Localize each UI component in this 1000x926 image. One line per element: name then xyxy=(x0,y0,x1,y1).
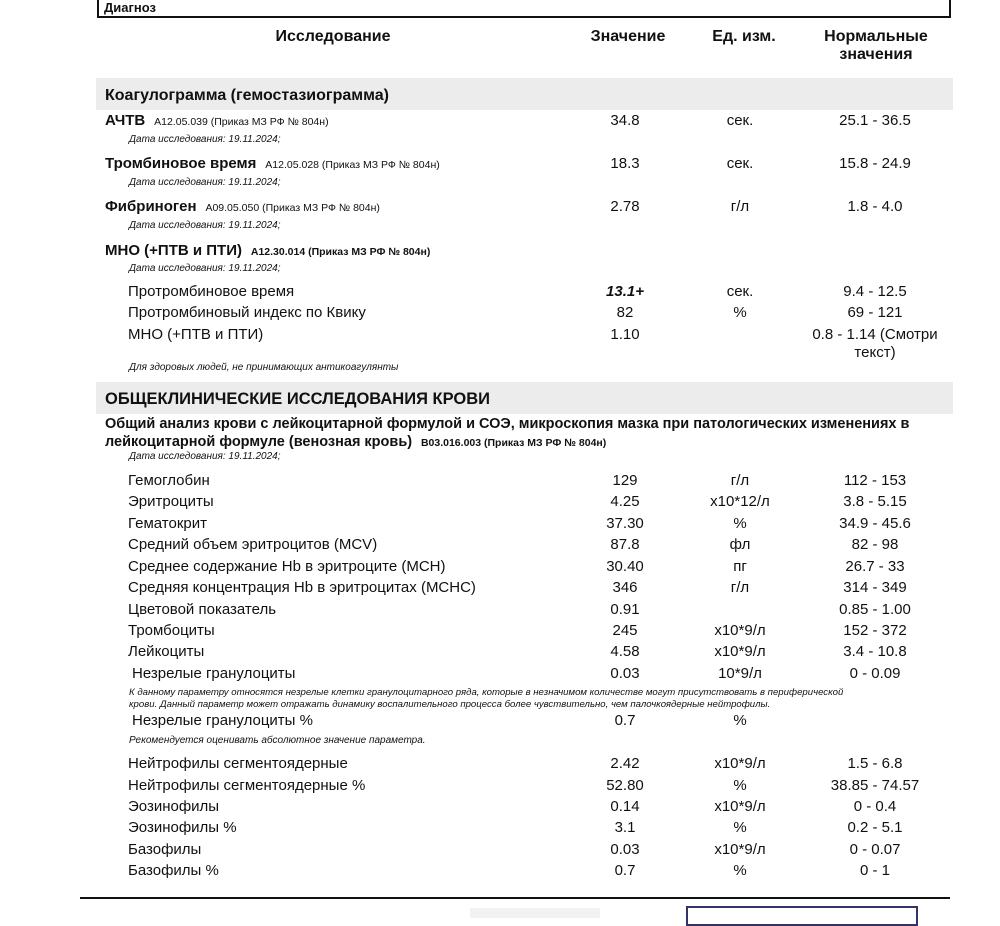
test-code: A12.05.028 (Приказ МЗ РФ № 804н) xyxy=(265,159,440,171)
result-value: 346 xyxy=(612,579,638,596)
result-unit: % xyxy=(733,515,747,532)
test-date: Дата исследования: 19.11.2024; xyxy=(129,451,281,462)
result-unit: сек. xyxy=(726,283,754,300)
mno-note: Для здоровых людей, не принимающих антикоагулянты xyxy=(129,362,399,373)
result-range: 69 - 121 xyxy=(847,304,903,321)
result-row xyxy=(0,155,1000,173)
result-value: 129 xyxy=(612,472,638,489)
result-row xyxy=(0,755,1000,773)
result-row xyxy=(0,558,1000,576)
result-value: 4.58 xyxy=(610,643,640,660)
test-date: Дата исследования: 19.11.2024; xyxy=(129,177,281,188)
result-range: 314 - 349 xyxy=(843,579,907,596)
footer-faded-element xyxy=(470,908,600,918)
ig-note-line1: К данному параметру относятся незрелые клетки гранулоцитарного ряда, которые в незначимом количестве могут присутствовать в периферической xyxy=(129,687,844,698)
result-name: Лейкоциты xyxy=(128,643,205,660)
result-range: 1.5 - 6.8 xyxy=(847,755,903,772)
result-row xyxy=(0,643,1000,661)
header-unit: Ед. изм. xyxy=(712,28,776,45)
result-row xyxy=(0,798,1000,816)
result-range: 0.2 - 5.1 xyxy=(847,819,903,836)
result-row xyxy=(0,862,1000,880)
result-name: Протромбиновое время xyxy=(128,283,295,300)
result-name: Среднее содержание Hb в эритроците (MCH) xyxy=(128,558,446,575)
result-unit: x10*9/л xyxy=(714,622,766,639)
result-row xyxy=(0,622,1000,640)
test-name: Фибриноген xyxy=(105,198,197,215)
diagnosis-box xyxy=(97,0,951,18)
result-row xyxy=(0,601,1000,619)
result-name: Средняя концентрация Hb в эритроцитах (MCHC) xyxy=(128,579,476,596)
result-row xyxy=(0,472,1000,490)
result-range: 38.85 - 74.57 xyxy=(830,777,920,794)
result-value: 0.14 xyxy=(610,798,640,815)
result-unit: x10*9/л xyxy=(714,841,766,858)
result-value: 0.03 xyxy=(610,841,640,858)
result-range xyxy=(790,326,960,362)
result-range: 152 - 372 xyxy=(843,622,907,639)
result-value: 52.80 xyxy=(606,777,644,794)
result-range: 112 - 153 xyxy=(843,472,907,489)
result-range: 0 - 0.4 xyxy=(853,798,897,815)
blood-test-title-line1: Общий анализ крови с лейкоцитарной формулой и СОЭ, микроскопия мазка при патологических изменениях в xyxy=(105,416,910,432)
result-unit: % xyxy=(733,304,747,321)
result-name: Базофилы xyxy=(128,841,202,858)
result-unit: % xyxy=(733,712,747,729)
blood-test-title-line2 xyxy=(105,433,606,451)
result-value: 245 xyxy=(612,622,638,639)
result-name: Нейтрофилы сегментоядерные xyxy=(128,755,348,772)
result-unit: пг xyxy=(733,558,747,575)
result-name: Гематокрит xyxy=(128,515,207,532)
result-row xyxy=(0,112,1000,130)
result-range: 25.1 - 36.5 xyxy=(839,112,911,129)
test-code: B03.016.003 (Приказ МЗ РФ № 804н) xyxy=(420,437,607,449)
ig-pct-note: Рекомендуется оценивать абсолютное значение параметра. xyxy=(129,735,426,746)
result-unit: фл xyxy=(729,536,751,553)
result-name: Эритроциты xyxy=(128,493,214,510)
result-value: 0.7 xyxy=(614,862,636,879)
result-row xyxy=(0,283,1000,301)
result-range: 26.7 - 33 xyxy=(845,558,905,575)
result-row xyxy=(0,536,1000,554)
result-range: 3.4 - 10.8 xyxy=(843,643,907,660)
result-range: 1.8 - 4.0 xyxy=(847,198,903,215)
result-value: 4.25 xyxy=(610,493,640,510)
result-unit: x10*12/л xyxy=(710,493,770,510)
result-unit: г/л xyxy=(730,472,750,489)
result-name: Базофилы % xyxy=(128,862,219,879)
result-row xyxy=(0,515,1000,533)
result-name: Незрелые гранулоциты % xyxy=(132,712,313,729)
result-value: 2.42 xyxy=(610,755,640,772)
result-unit: x10*9/л xyxy=(714,798,766,815)
test-name: Тромбиновое время xyxy=(105,155,257,172)
ig-note-line2: крови. Данный параметр может отражать динамику воспалительного процесса более чувствительно, чем палочкоядерные нейтрофилы. xyxy=(129,699,771,710)
section-title-blood: ОБЩЕКЛИНИЧЕСКИЕ ИССЛЕДОВАНИЯ КРОВИ xyxy=(105,390,490,408)
result-name: Нейтрофилы сегментоядерные % xyxy=(128,777,366,794)
result-value: 1.10 xyxy=(610,326,640,343)
result-row xyxy=(0,819,1000,837)
result-range: 3.8 - 5.15 xyxy=(843,493,907,510)
test-code: A12.05.039 (Приказ МЗ РФ № 804н) xyxy=(154,116,329,128)
test-name: АЧТВ xyxy=(105,112,146,129)
result-name: Средний объем эритроцитов (MCV) xyxy=(128,536,378,553)
result-name: Эозинофилы % xyxy=(128,819,237,836)
test-name: лейкоцитарной формуле (венозная кровь) xyxy=(105,434,413,450)
result-value-flagged: 13.1+ xyxy=(606,283,644,300)
result-name: Протромбиновый индекс по Квику xyxy=(128,304,366,321)
result-unit: % xyxy=(733,862,747,879)
result-value: 0.03 xyxy=(610,665,640,682)
header-value: Значение xyxy=(590,28,666,45)
header-normal xyxy=(800,28,952,64)
section-title-coag: Коагулограмма (гемостазиограмма) xyxy=(105,87,389,104)
result-row xyxy=(0,712,1000,730)
footer-stamp-box xyxy=(686,906,918,926)
test-code: A12.30.014 (Приказ МЗ РФ № 804н) xyxy=(250,246,431,258)
result-name: Эозинофилы xyxy=(128,798,220,815)
result-value: 87.8 xyxy=(610,536,640,553)
result-row xyxy=(0,326,1000,361)
result-value: 0.7 xyxy=(614,712,636,729)
result-value: 37.30 xyxy=(606,515,644,532)
result-unit: сек. xyxy=(726,155,754,172)
result-row xyxy=(0,198,1000,216)
result-value: 34.8 xyxy=(610,112,640,129)
result-value: 0.91 xyxy=(610,601,640,618)
result-row xyxy=(0,841,1000,859)
result-range: 0 - 0.09 xyxy=(849,665,901,682)
result-row xyxy=(0,304,1000,322)
test-code: A09.05.050 (Приказ МЗ РФ № 804н) xyxy=(205,202,380,214)
result-range: 0 - 1 xyxy=(859,862,890,879)
result-range-line1: 0.8 - 1.14 (Смотри xyxy=(812,326,938,343)
result-range: 0 - 0.07 xyxy=(849,841,901,858)
result-range: 9.4 - 12.5 xyxy=(843,283,907,300)
diagnosis-label: Диагноз xyxy=(104,0,156,15)
header-study: Исследование xyxy=(275,28,391,45)
result-row xyxy=(0,665,1000,683)
result-name: Тромбоциты xyxy=(128,622,215,639)
result-unit: x10*9/л xyxy=(714,755,766,772)
result-name: Гемоглобин xyxy=(128,472,210,489)
result-value: 82 xyxy=(616,304,634,321)
result-value: 18.3 xyxy=(610,155,640,172)
result-value: 2.78 xyxy=(610,198,640,215)
test-date: Дата исследования: 19.11.2024; xyxy=(129,263,281,274)
result-name: Незрелые гранулоциты xyxy=(132,665,296,682)
result-row xyxy=(0,493,1000,511)
result-range: 0.85 - 1.00 xyxy=(839,601,911,618)
test-date: Дата исследования: 19.11.2024; xyxy=(129,134,281,145)
result-row xyxy=(0,777,1000,795)
test-mno xyxy=(105,242,430,260)
ig-note xyxy=(129,687,959,711)
result-unit: % xyxy=(733,777,747,794)
result-range: 82 - 98 xyxy=(851,536,899,553)
result-range: 34.9 - 45.6 xyxy=(839,515,911,532)
test-name: МНО (+ПТВ и ПТИ) xyxy=(105,242,242,259)
result-value: 3.1 xyxy=(614,819,636,836)
result-range: 15.8 - 24.9 xyxy=(839,155,911,172)
result-value: 30.40 xyxy=(606,558,644,575)
result-name: Цветовой показатель xyxy=(128,601,277,618)
result-unit: x10*9/л xyxy=(714,643,766,660)
result-unit: сек. xyxy=(726,112,754,129)
header-normal-line2: значения xyxy=(839,46,913,63)
result-unit: г/л xyxy=(730,579,750,596)
result-row xyxy=(0,579,1000,597)
test-date: Дата исследования: 19.11.2024; xyxy=(129,220,281,231)
result-range-line2: текст) xyxy=(854,344,896,361)
result-unit: г/л xyxy=(730,198,750,215)
result-unit: % xyxy=(733,819,747,836)
footer-divider xyxy=(80,897,950,899)
result-unit: 10*9/л xyxy=(718,665,762,682)
header-normal-line1: Нормальные xyxy=(824,28,928,45)
result-name: МНО (+ПТВ и ПТИ) xyxy=(128,326,264,343)
